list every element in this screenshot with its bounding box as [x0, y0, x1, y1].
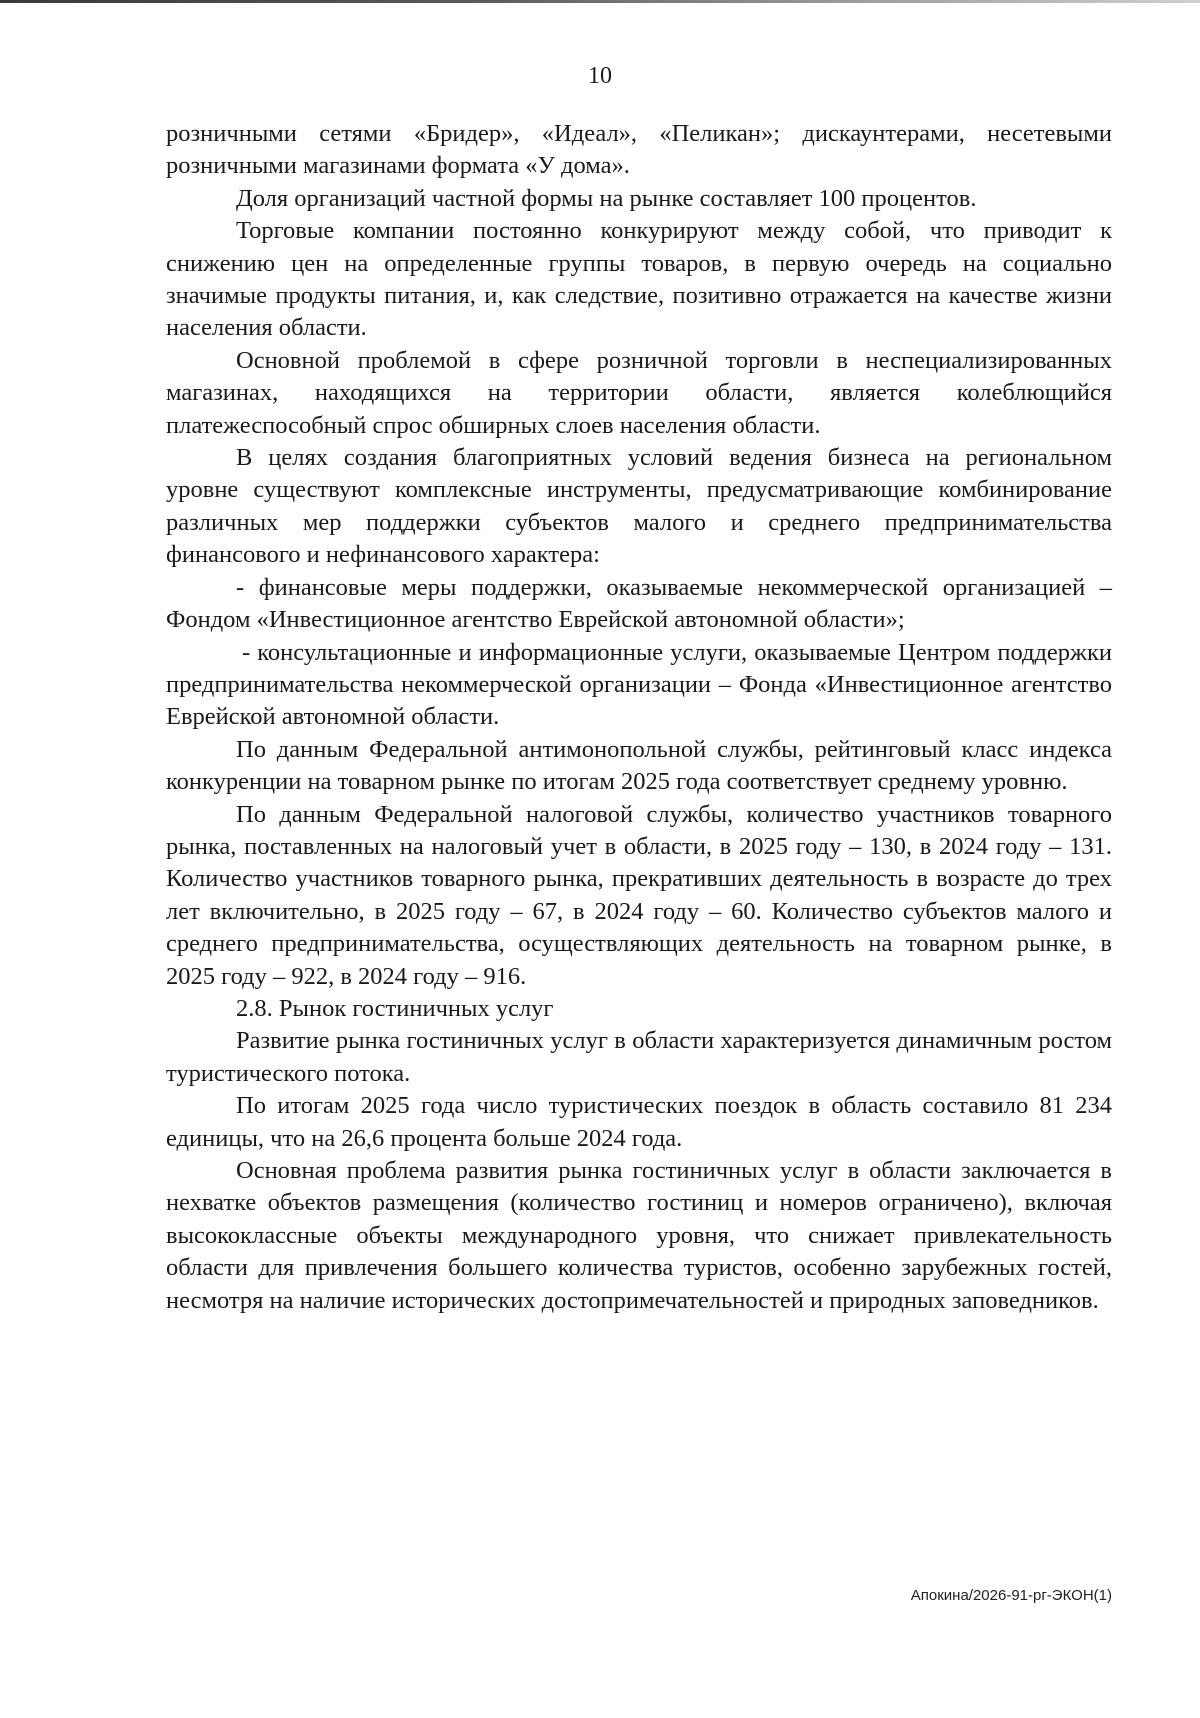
- paragraph-retail-chains: розничными сетями «Бридер», «Идеал», «Пеликан»; дискаунтерами, несетевыми розничными магазинами формата «У дома».: [166, 120, 1112, 180]
- paragraph-hotel-market-problem: Основная проблема развития рынка гостиничных услуг в области заключается в нехватке объектов размещения (количество гостиниц и номеров ограничено), включая высококлассные объекты международного уровня, что снижает привлекательность области для привлечения большего количества туристов, особенно зарубежных гостей, несмотря на наличие исторических достопримечательностей и природных заповедников.: [166, 1157, 1112, 1314]
- paragraph-business-support: В целях создания благоприятных условий ведения бизнеса на региональном уровне существуют комплексные инструменты, предусматривающие комбинирование различных мер поддержки субъектов малого и среднего предпринимательства финансового и нефинансового характера:: [166, 444, 1112, 569]
- paragraph-tax-statistics: По данным Федеральной налоговой службы, количество участников товарного рынка, поставленных на налоговый учет в области, в 2025 году – 130, в 2024 году – 131. Количество участников товарного рынка, прекративших деятельность в возрасте до трех лет включительно, в 2025 году – 67, в 2024 году – 60. Количество субъектов малого и среднего предпринимательства, осуществляющих деятельность на товарном рынке, в 2025 году – 922, в 2024 году – 916.: [166, 800, 1112, 990]
- list-item-consulting-support: - консультационные и информационные услуги, оказываемые Центром поддержки предпринимательства некоммерческой организации – Фонда «Инвестиционное агентство Еврейской автономной области.: [166, 638, 1112, 731]
- paragraph-competition-effect: Торговые компании постоянно конкурируют между собой, что приводит к снижению цен на определенные группы товаров, в первую очередь на социально значимые продукты питания, и, как следствие, позитивно отражается на качестве жизни населения области.: [166, 217, 1112, 342]
- paragraph-antimonopoly-rating: По данным Федеральной антимонопольной службы, рейтинговый класс индекса конкуренции на товарном рынке по итогам 2025 года соответствует среднему уровню.: [166, 735, 1112, 796]
- paragraph-retail-problem: Основной проблемой в сфере розничной торговли в неспециализированных магазинах, находящихся на территории области, является колеблющийся платежеспособный спрос обширных слоев населения области.: [166, 346, 1112, 439]
- document-body: [166, 118, 1112, 1317]
- paragraph-hotel-market-growth: Развитие рынка гостиничных услуг в области характеризуется динамичным ростом туристического потока.: [166, 1027, 1112, 1087]
- page-number: 10: [588, 63, 612, 89]
- footer-document-code: Апокина/2026-91-рг-ЭКОН(1): [910, 1587, 1112, 1604]
- section-heading-hotel-market: 2.8. Рынок гостиничных услуг: [236, 994, 554, 1022]
- scan-top-edge: [0, 0, 1200, 3]
- list-item-financial-support: - финансовые меры поддержки, оказываемые некоммерческой организацией – Фондом «Инвестиционное агентство Еврейской автономной области»;: [166, 573, 1112, 634]
- paragraph-private-share: Доля организаций частной формы на рынке составляет 100 процентов.: [236, 184, 977, 212]
- paragraph-tourist-trips: По итогам 2025 года число туристических поездок в область составило 81 234 единицы, что на 26,6 процента больше 2024 года.: [166, 1092, 1112, 1152]
